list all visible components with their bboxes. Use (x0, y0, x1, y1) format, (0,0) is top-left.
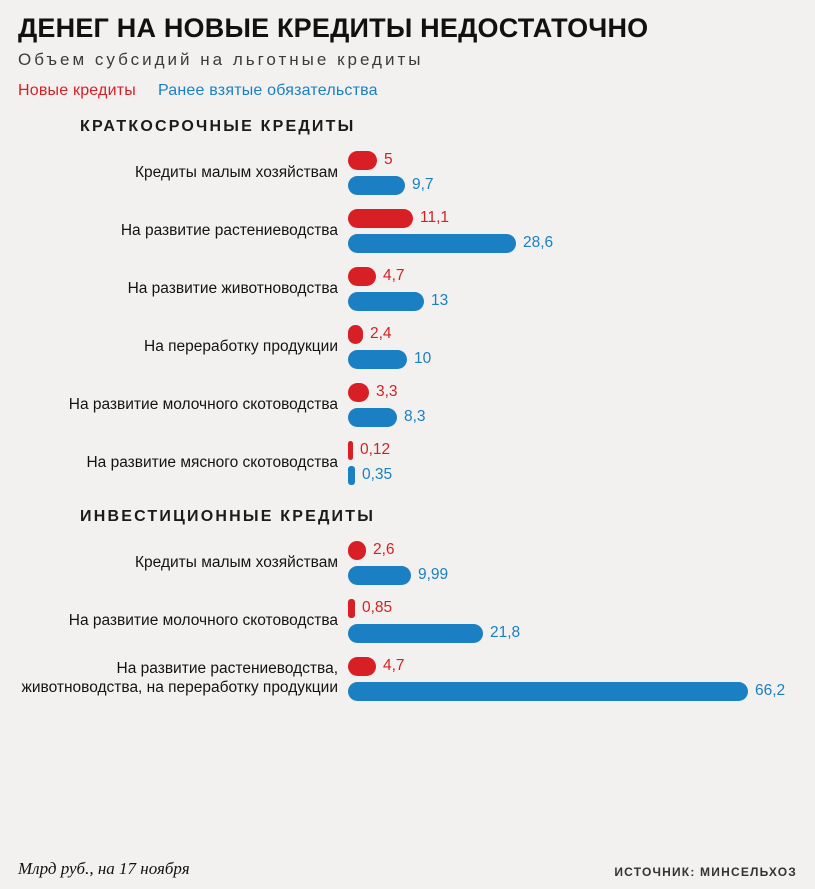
bar-line-new (348, 598, 797, 619)
bar-value-new: 11,1 (420, 209, 450, 227)
bar-new (348, 441, 353, 460)
page-subtitle: Объем субсидий на льготные кредиты (18, 49, 424, 69)
bar-old (348, 466, 355, 485)
bar-pair (348, 150, 797, 196)
bar-group (18, 266, 797, 312)
section-title-short-term: КРАТКОСРОЧНЫЕ КРЕДИТЫ (80, 117, 356, 135)
bar-value-new: 2,6 (373, 541, 395, 559)
legend-item-previous-obligations: Ранее взятые обязательства (157, 81, 378, 99)
page-title: ДЕНЕГ НА НОВЫЕ КРЕДИТЫ НЕДОСТАТОЧНО (18, 13, 649, 43)
bar-value-new: 4,7 (383, 267, 405, 285)
bar-line-new (348, 150, 797, 171)
bar-value-old: 0,35 (362, 466, 393, 484)
bar-old (348, 682, 748, 701)
bar-value-new: 2,4 (370, 325, 392, 343)
bar-new (348, 151, 377, 170)
bar-group (18, 382, 797, 428)
bar-group-label: На развитие молочного скотоводства (68, 396, 338, 413)
bar-line-old (348, 565, 797, 586)
bar-old (348, 566, 411, 585)
bar-line-old (348, 233, 797, 254)
bar-pair (348, 540, 797, 586)
bar-pair (348, 656, 797, 702)
bar-value-old: 21,8 (490, 624, 521, 642)
bar-group-label: На развитие растениеводства (120, 222, 338, 239)
section-short-term (18, 118, 797, 486)
bar-value-old: 10 (414, 350, 432, 368)
bar-group-label: Кредиты малым хозяйствам (135, 164, 338, 181)
bar-line-new (348, 382, 797, 403)
bar-group (18, 598, 797, 644)
bar-old (348, 350, 407, 369)
bar-old (348, 624, 483, 643)
bar-line-old (348, 681, 797, 702)
bar-value-new: 0,85 (362, 599, 393, 617)
bar-group (18, 324, 797, 370)
footer (18, 859, 797, 879)
bar-group-label: На развитие животноводства (127, 280, 338, 297)
bar-old (348, 292, 424, 311)
bar-new (348, 383, 369, 402)
legend (18, 82, 797, 100)
bar-pair (348, 324, 797, 370)
bar-value-new: 5 (384, 151, 393, 169)
bar-line-new (348, 656, 797, 677)
bar-group (18, 208, 797, 254)
bar-line-new (348, 324, 797, 345)
bar-group-label: На развитие мясного скотоводства (86, 454, 338, 471)
bar-group (18, 440, 797, 486)
bar-old (348, 408, 397, 427)
bar-line-old (348, 175, 797, 196)
legend-item-new-credits: Новые кредиты (18, 81, 136, 99)
bar-value-old: 8,3 (404, 408, 426, 426)
bar-new (348, 209, 413, 228)
bar-old (348, 234, 516, 253)
bar-line-new (348, 266, 797, 287)
bar-line-new (348, 540, 797, 561)
bar-group-label: Кредиты малым хозяйствам (135, 554, 338, 571)
bar-line-old (348, 407, 797, 428)
bar-group-label: На развитие молочного скотоводства (68, 612, 338, 629)
footer-units-note: Млрд руб., на 17 ноября (18, 859, 190, 878)
bar-value-new: 3,3 (376, 383, 398, 401)
bar-pair (348, 440, 797, 486)
bar-group (18, 540, 797, 586)
bar-new (348, 325, 363, 344)
bar-line-old (348, 291, 797, 312)
bar-value-old: 9,99 (418, 566, 449, 584)
bar-value-old: 13 (431, 292, 449, 310)
bar-group (18, 150, 797, 196)
bar-value-new: 4,7 (383, 657, 405, 675)
bar-pair (348, 208, 797, 254)
bar-group-label: На переработку продукции (144, 338, 338, 355)
bar-value-old: 66,2 (755, 682, 786, 700)
bar-group (18, 656, 797, 702)
bar-line-old (348, 349, 797, 370)
bar-pair (348, 598, 797, 644)
bar-value-old: 28,6 (523, 234, 554, 252)
bar-line-old (348, 623, 797, 644)
bar-pair (348, 382, 797, 428)
bar-line-new (348, 440, 797, 461)
bar-new (348, 599, 355, 618)
footer-source: ИСТОЧНИК: МИНСЕЛЬХОЗ (614, 865, 797, 879)
bar-line-new (348, 208, 797, 229)
bar-new (348, 541, 366, 560)
section-title-investment: ИНВЕСТИЦИОННЫЕ КРЕДИТЫ (80, 507, 376, 525)
bar-group-label: На развитие растениеводства, животноводства, на переработку продукции (21, 659, 338, 696)
bar-new (348, 267, 376, 286)
bar-value-old: 9,7 (412, 176, 434, 194)
bar-value-new: 0,12 (360, 441, 391, 459)
bar-line-old (348, 465, 797, 486)
bar-old (348, 176, 405, 195)
bar-new (348, 657, 376, 676)
bar-pair (348, 266, 797, 312)
section-investment (18, 508, 797, 702)
